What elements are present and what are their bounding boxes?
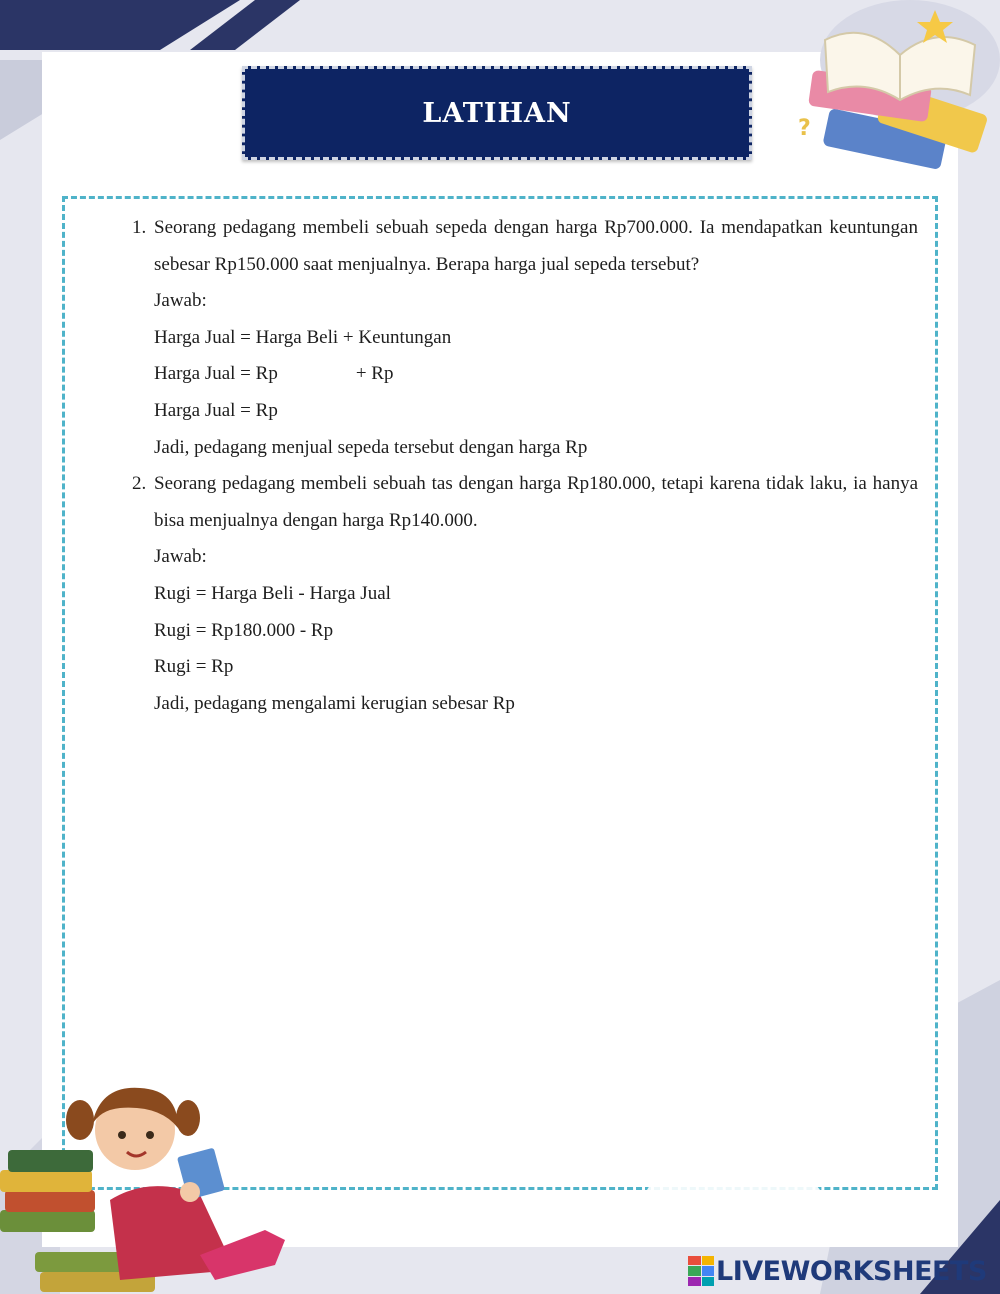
answer-line-part: Harga Jual = Rp [154, 363, 278, 385]
answer-line: Rugi = Rp [154, 656, 234, 678]
question-text: Seorang pedagang membeli sebuah sepeda dengan harga Rp700.000. Ia mendapatkan keuntungan sebesar Rp150.000 saat menjualnya. Berapa harga jual sepeda tersebut? [154, 217, 918, 275]
liveworksheets-watermark [688, 1252, 988, 1290]
answer-label: Jawab: [154, 546, 207, 568]
answer-line: Harga Jual = Rp [154, 399, 278, 421]
girl-reading-illustration-icon [0, 1080, 300, 1294]
answer-line: Rugi = Harga Beli - Harga Jual [154, 582, 391, 604]
answer-line: Rugi = Rp180.000 - Rp [154, 619, 334, 641]
page-title: LATIHAN [422, 97, 572, 129]
question-1 [132, 210, 918, 466]
title-banner [242, 66, 752, 160]
watermark-text: LIVEWORKSHEETS [716, 1255, 987, 1287]
answer-line: Jadi, pedagang menjual sepeda tersebut dengan harga Rp [154, 436, 588, 458]
answer-label: Jawab: [154, 290, 207, 312]
answer-line: Jadi, pedagang mengalami kerugian sebesar Rp [154, 692, 515, 714]
svg-text:?: ? [798, 116, 811, 141]
question-number: 2. [132, 473, 147, 495]
question-number: 1. [132, 217, 147, 238]
question-list [132, 210, 918, 722]
question-2 [132, 466, 918, 722]
cloud-decoration-icon [600, 1150, 880, 1250]
liveworksheets-logo-icon [688, 1256, 714, 1286]
books-illustration-icon [770, 0, 1000, 180]
question-text: Seorang pedagang membeli sebuah tas dengan harga Rp180.000, tetapi karena tidak laku, ia hanya bisa menjualnya dengan harga Rp140.000. [154, 473, 918, 531]
answer-line: Harga Jual = Harga Beli + Keuntungan [154, 326, 452, 348]
answer-line-part: + Rp [355, 363, 394, 385]
answer-line [154, 356, 918, 393]
